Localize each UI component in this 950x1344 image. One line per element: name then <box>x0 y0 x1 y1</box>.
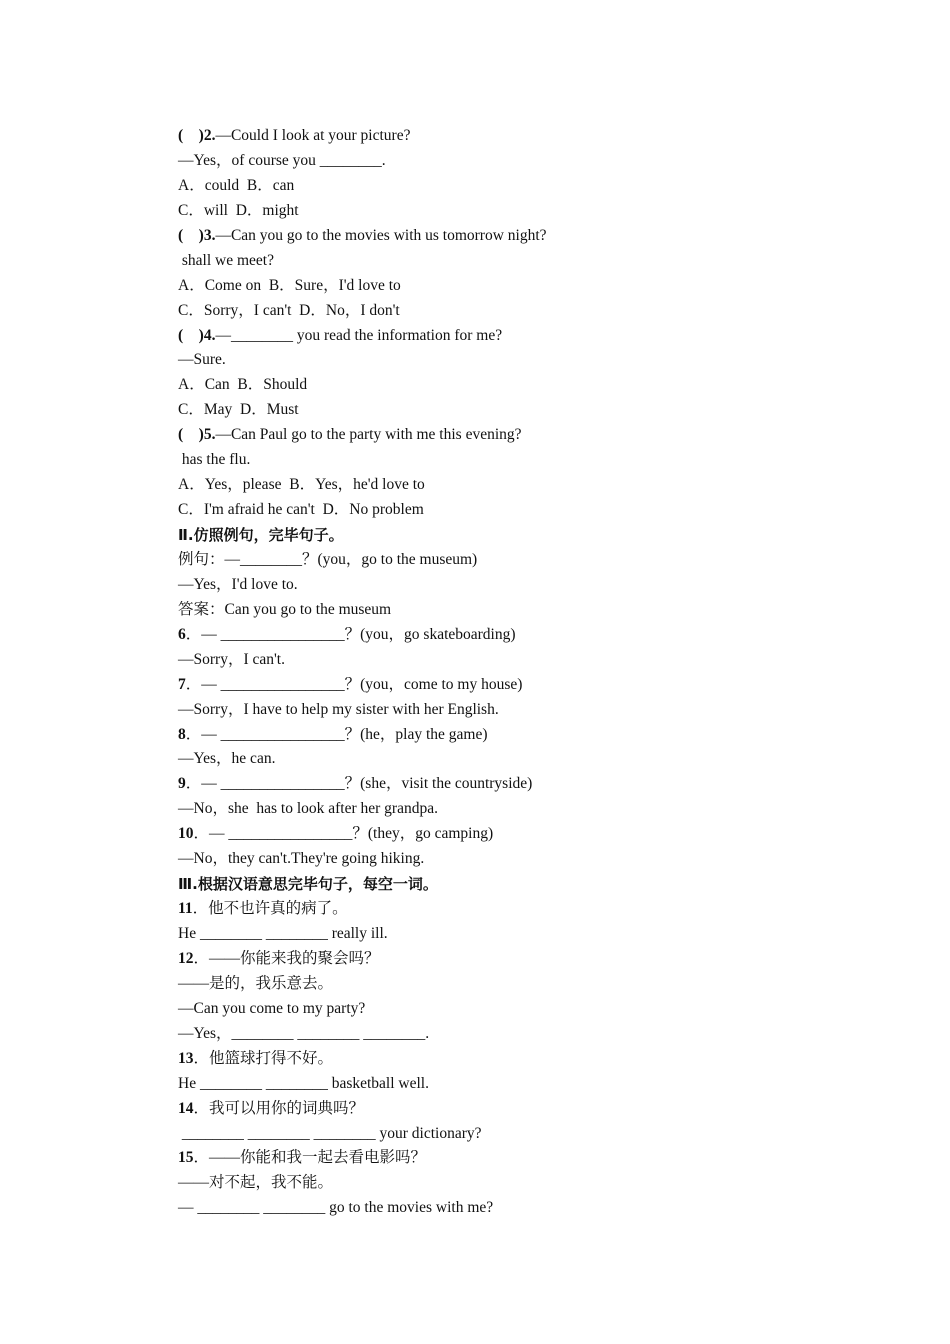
question-line <box>178 822 878 847</box>
line-text: —Yes，________ ________ ________. <box>178 1024 430 1042</box>
text-line <box>178 598 878 623</box>
line-text: ．— ________________？(he，play the game) <box>185 725 488 743</box>
text-line <box>178 648 878 673</box>
question-line <box>178 423 878 448</box>
line-text: ．— ________________？(they，go camping) <box>193 825 494 843</box>
text-line <box>178 1072 878 1097</box>
line-text: —Can Paul go to the party with me this evening? <box>215 426 522 444</box>
line-text: —Could I look at your picture? <box>215 127 411 144</box>
line-text: ．——你能来我的聚会吗？ <box>193 949 380 967</box>
text-line <box>178 972 878 997</box>
question-number: 9 <box>178 775 186 793</box>
question-number: 8 <box>178 725 186 743</box>
question-number: 13 <box>178 1049 194 1067</box>
line-text: He ________ ________ really ill. <box>178 925 388 942</box>
question-line <box>178 723 878 748</box>
question-number: 6 <box>178 625 186 643</box>
question-number: 7 <box>178 675 186 693</box>
question-line <box>178 1047 878 1072</box>
text-line <box>178 398 878 423</box>
line-text: —Sure. <box>178 351 226 369</box>
section-heading-text: Ⅲ.根据汉语意思完毕句子，每空一词。 <box>178 875 438 894</box>
text-line <box>178 174 878 199</box>
text-line <box>178 573 878 598</box>
text-line <box>178 1022 878 1047</box>
text-line <box>178 299 878 324</box>
section-heading <box>178 872 878 897</box>
line-text: A．could B．can <box>178 176 295 194</box>
text-line <box>178 498 878 523</box>
line-text: A．Yes，please B．Yes，he'd love to <box>178 476 425 494</box>
line-text: A．Can B．Should <box>178 376 308 394</box>
line-text: ________ ________ ________ your dictionary? <box>178 1124 482 1142</box>
text-line <box>178 274 878 299</box>
text-line <box>178 348 878 373</box>
line-text: —Yes，he can. <box>178 750 276 768</box>
line-text: C．I'm afraid he can't D．No problem <box>178 501 424 519</box>
line-text: —Can you go to the movies with us tomorrow night? <box>215 226 547 244</box>
question-number: ( )4. <box>178 326 216 344</box>
question-line <box>178 1097 878 1122</box>
line-text: —No，they can't.They're going hiking. <box>178 850 425 868</box>
line-text: —________ you read the information for me? <box>215 326 503 344</box>
line-text: ．他不也许真的病了。 <box>192 900 348 918</box>
line-text: —Sorry，I can't. <box>178 650 285 668</box>
line-text: ——是的，我乐意去。 <box>178 974 334 992</box>
line-text: ．我可以用你的词典吗？ <box>193 1099 365 1117</box>
line-text: ．— ________________？(you，go skateboarding) <box>185 625 516 643</box>
exercise-content <box>178 124 878 1221</box>
question-line <box>178 897 878 922</box>
question-line <box>178 623 878 648</box>
text-line <box>178 1196 878 1221</box>
question-line <box>178 673 878 698</box>
text-line <box>178 448 878 473</box>
question-number: 14 <box>178 1099 194 1117</box>
question-line <box>178 124 878 149</box>
line-text: ．——你能和我一起去看电影吗？ <box>193 1149 427 1167</box>
line-text: He ________ ________ basketball well. <box>178 1074 429 1092</box>
question-line <box>178 1146 878 1171</box>
text-line <box>178 199 878 224</box>
text-line <box>178 473 878 498</box>
line-text: shall we meet? <box>178 251 274 269</box>
question-number: ( )5. <box>178 426 216 444</box>
line-text: ．— ________________？(she，visit the countryside) <box>185 775 533 793</box>
question-line <box>178 772 878 797</box>
line-text: —Yes，of course you ________. <box>178 151 386 169</box>
text-line <box>178 797 878 822</box>
line-text: —Can you come to my party? <box>178 999 366 1017</box>
line-text: ．— ________________？(you，come to my house) <box>185 675 523 693</box>
question-line <box>178 324 878 349</box>
text-line <box>178 922 878 947</box>
question-line <box>178 224 878 249</box>
line-text: —Sorry，I have to help my sister with her English. <box>178 700 499 718</box>
line-text: —Yes，I'd love to. <box>178 575 298 593</box>
text-line <box>178 548 878 573</box>
question-number: 10 <box>178 825 194 843</box>
line-text: 例句：—________？(you，go to the museum) <box>178 550 478 568</box>
question-number: ( )2. <box>178 127 216 144</box>
text-line <box>178 149 878 174</box>
text-line <box>178 847 878 872</box>
question-number: 12 <box>178 949 194 967</box>
line-text: A．Come on B．Sure，I'd love to <box>178 276 401 294</box>
text-line <box>178 249 878 274</box>
section-heading <box>178 523 878 548</box>
line-text: — ________ ________ go to the movies with me? <box>178 1199 494 1217</box>
line-text: C．Sorry，I can't D．No，I don't <box>178 301 400 319</box>
section-heading-text: Ⅱ.仿照例句，完毕句子。 <box>178 526 344 544</box>
line-text: C．will D．might <box>178 201 299 219</box>
line-text: C．May D．Must <box>178 401 299 419</box>
line-text: —No，she has to look after her grandpa. <box>178 800 438 818</box>
text-line <box>178 373 878 398</box>
question-number: 15 <box>178 1149 194 1167</box>
line-text: 答案：Can you go to the museum <box>178 600 392 618</box>
line-text: has the flu. <box>178 451 251 469</box>
line-text: ——对不起，我不能。 <box>178 1174 334 1192</box>
question-number: 11 <box>178 900 193 918</box>
question-number: ( )3. <box>178 226 216 244</box>
text-line <box>178 747 878 772</box>
text-line <box>178 1122 878 1147</box>
question-line <box>178 947 878 972</box>
text-line <box>178 698 878 723</box>
line-text: ．他篮球打得不好。 <box>193 1049 334 1067</box>
text-line <box>178 1171 878 1196</box>
text-line <box>178 997 878 1022</box>
